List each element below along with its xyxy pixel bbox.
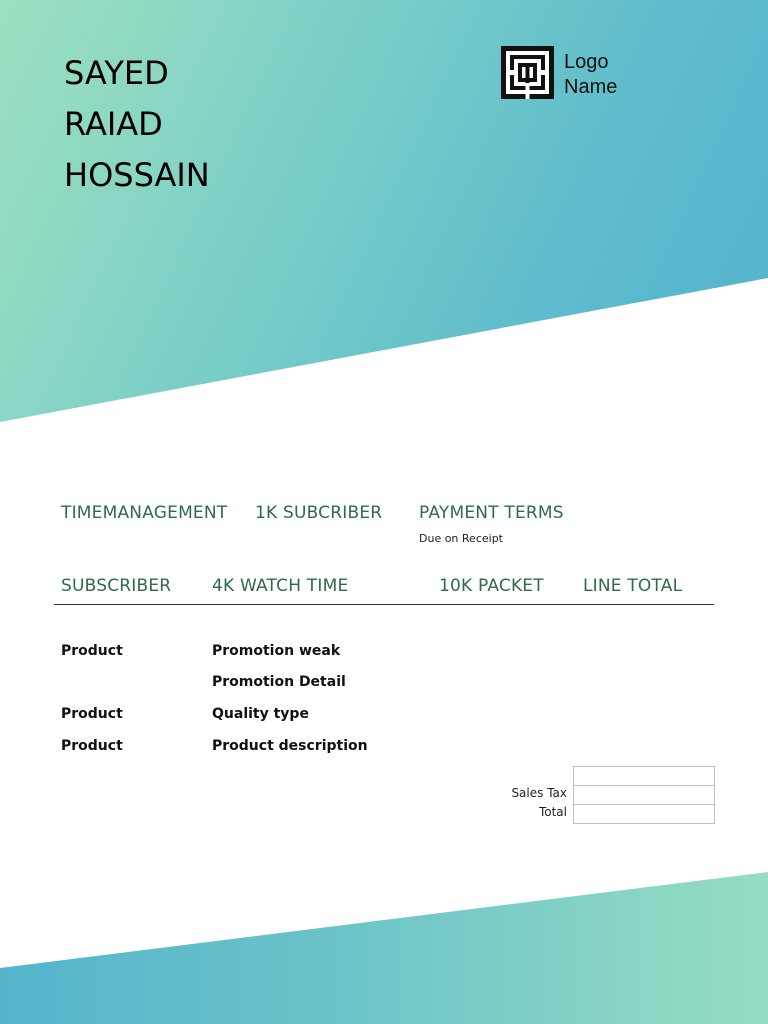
maze-logo-icon: [501, 46, 554, 99]
info-heading-time-management: TIMEMANAGEMENT: [61, 503, 228, 523]
column-header-watch-time: 4K WATCH TIME: [212, 576, 349, 596]
row-1-item: Product: [61, 643, 123, 659]
column-header-subscriber: SUBSCRIBER: [61, 576, 172, 596]
info-heading-payment-terms: PAYMENT TERMS: [419, 503, 564, 523]
row-2-description: Promotion Detail: [212, 674, 346, 690]
info-heading-subscriber: 1K SUBCRIBER: [255, 503, 383, 523]
payment-terms-value: Due on Receipt: [419, 532, 503, 545]
name-line-1: SAYED: [64, 54, 169, 92]
sales-tax-field[interactable]: [573, 785, 715, 805]
subtotal-field[interactable]: [573, 766, 715, 786]
row-4-item: Product: [61, 738, 123, 754]
row-3-description: Quality type: [212, 706, 309, 722]
row-1-description: Promotion weak: [212, 643, 341, 659]
name-line-2: RAIAD: [64, 105, 163, 143]
column-header-line-total: LINE TOTAL: [583, 576, 683, 596]
row-3-item: Product: [61, 706, 123, 722]
sales-tax-label: Sales Tax: [511, 786, 567, 800]
company-name: [64, 48, 210, 201]
total-label: Total: [538, 805, 567, 819]
table-header-divider: [54, 604, 714, 605]
logo-line-1: Logo: [564, 51, 609, 73]
column-header-packet: 10K PACKET: [439, 576, 544, 596]
row-4-description: Product description: [212, 738, 368, 754]
logo-text: [564, 50, 617, 100]
footer-gradient-band: [0, 860, 768, 1024]
name-line-3: HOSSAIN: [64, 156, 210, 194]
total-field[interactable]: [573, 804, 715, 824]
logo: [501, 46, 617, 100]
logo-line-2: Name: [564, 76, 618, 98]
